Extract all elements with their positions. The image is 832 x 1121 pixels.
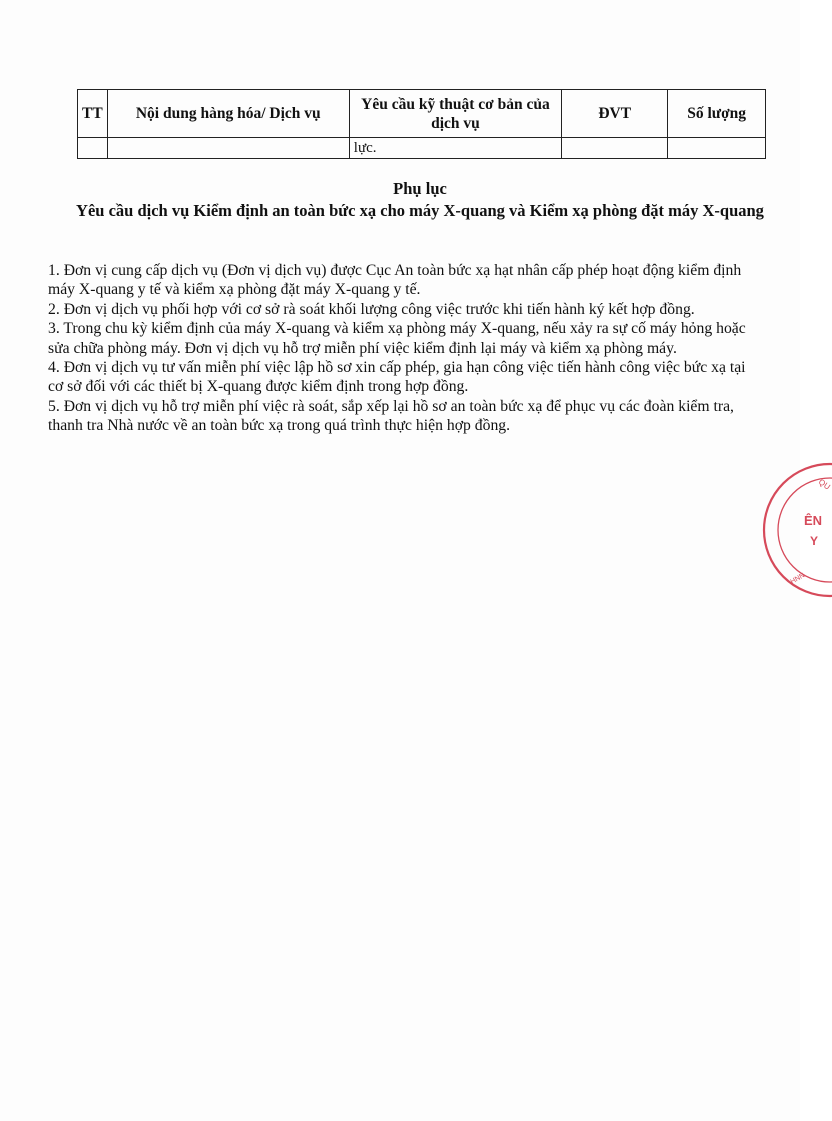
appendix-title: Phụ lục [393,179,447,198]
seal-text-mid1: ÊN [804,513,823,528]
seal-text-upper: QU [816,477,832,492]
seal-inner-ring [778,478,832,582]
cell-quantity [668,138,766,159]
cell-content [107,138,349,159]
seal-graphic [752,455,832,605]
header-tt: TT [78,90,108,138]
list-item: 3. Trong chu kỳ kiểm định của máy X-quang và kiểm xạ phòng máy X-quang, nếu xảy ra sự cố máy hỏng hoặc sửa chữa phòng máy. Đơn vị dịch vụ hỗ trợ miễn phí việc kiểm định lại máy và kiểm xạ phòng máy. [48,320,746,357]
list-item: 1. Đơn vị cung cấp dịch vụ (Đơn vị dịch vụ) được Cục An toàn bức xạ hạt nhân cấp phép hoạt động kiểm định máy X-quang y tế và kiểm xạ phòng đặt máy X-quang y tế. [48,262,742,299]
list-item: 4. Đơn vị dịch vụ tư vấn miễn phí việc lập hồ sơ xin cấp phép, gia hạn công việc tiến hành công việc bức xạ tại cơ sở đối với các thiết bị X-quang được kiểm định trong hợp đồng. [48,359,746,396]
header-quantity: Số lượng [668,90,766,138]
appendix-heading: Yêu cầu dịch vụ Kiểm định an toàn bức xạ cho máy X-quang và Kiểm xạ phòng đặt máy X-quang [76,201,764,220]
red-seal-stamp [752,455,832,605]
cell-tt [78,138,108,159]
spec-table [77,89,766,159]
header-requirements: Yêu cầu kỹ thuật cơ bản của dịch vụ [349,90,561,138]
seal-text-mid2: Y [810,534,819,548]
table-row [78,138,766,159]
list-item: 2. Đơn vị dịch vụ phối hợp với cơ sở rà soát khối lượng công việc trước khi tiến hành ký kết hợp đồng. [48,300,695,318]
seal-text-lower: HNN [789,572,807,586]
requirements-list [48,261,760,436]
header-unit: ĐVT [562,90,668,138]
list-item: 5. Đơn vị dịch vụ hỗ trợ miễn phí việc rà soát, sắp xếp lại hồ sơ an toàn bức xạ để phục vụ các đoàn kiểm tra, thanh tra Nhà nước về an toàn bức xạ trong quá trình thực hiện hợp đồng. [48,397,734,435]
header-content: Nội dung hàng hóa/ Dịch vụ [107,90,349,138]
table-header-row [78,90,766,138]
cell-unit [562,138,668,159]
cell-requirements: lực. [349,138,561,159]
